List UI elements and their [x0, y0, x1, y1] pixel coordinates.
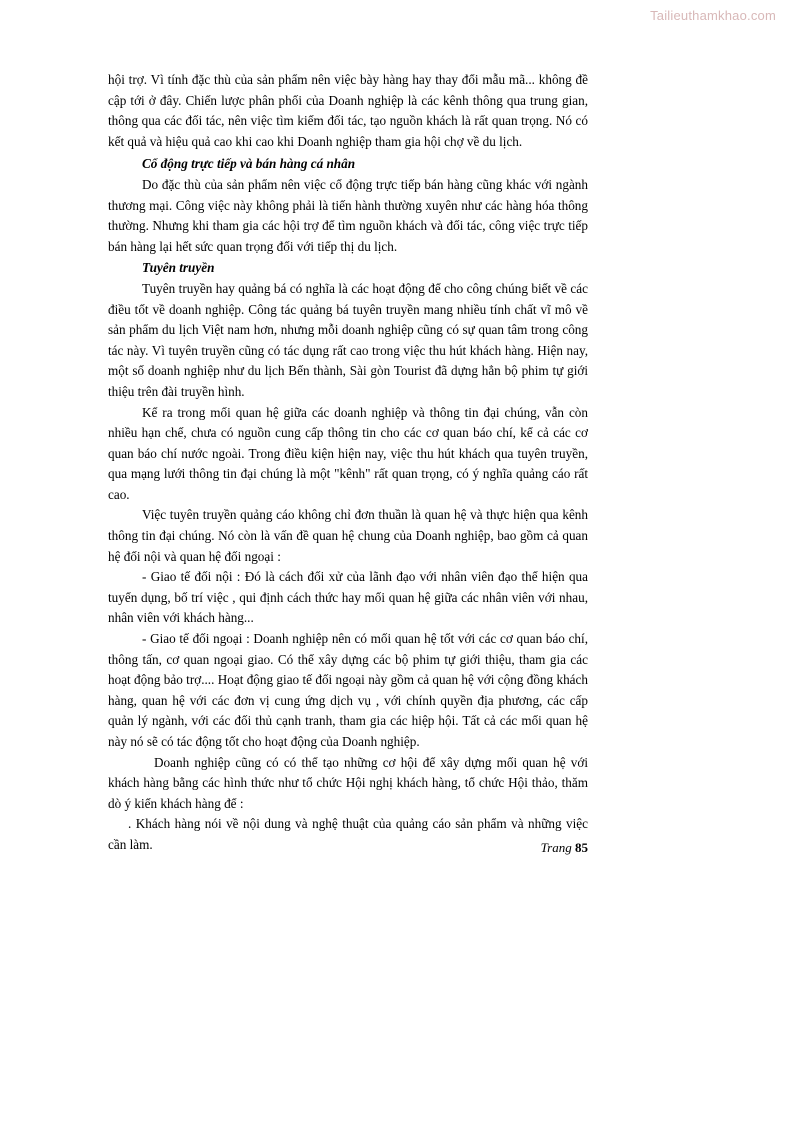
- section-heading: Cổ động trực tiếp và bán hàng cá nhân: [142, 156, 356, 172]
- paragraph: Do đặc thù của sản phẩm nên việc cổ động trực tiếp bán hàng cũng khác với ngành thương mại. Công việc này không phải là tiến hành thường xuyên như các hàng hóa thông thường. Nhưng khi tham gia các hội trợ để tìm nguồn khách và đối tác, công việc trực tiếp bán hàng lại hết sức quan trọng đối với tiếp thị du lịch.: [108, 176, 588, 254]
- list-item: . Khách hàng nói về nội dung và nghệ thuật của quảng cáo sản phẩm và những việc cần làm.: [108, 816, 588, 852]
- document-body: [108, 70, 588, 856]
- list-item: - Giao tế đối nội : Đó là cách đối xử của lãnh đạo với nhân viên đạo thể hiện qua tuyển dụng, bố trí việc , qui định cách thức hay mối quan hệ giữa các nhân viên với nhau, nhân viên với khách hàng...: [108, 569, 588, 626]
- paragraph: hội trợ. Vì tính đặc thù của sản phẩm nên việc bày hàng hay thay đổi mẫu mã... không đề cập tới ở đây. Chiến lược phân phối của Doanh nghiệp là các kênh thông qua trung gian, thông qua các đối tác, nên việc tìm kiếm đối tác, tạo nguồn khách là rất quan trọng. Nó có kết quả và hiệu quả cao khi cao khi Doanh nghiệp tham gia hội chợ về du lịch.: [108, 72, 588, 149]
- paragraph: Kể ra trong mối quan hệ giữa các doanh nghiệp và thông tin đại chúng, vẫn còn nhiều hạn chế, chưa có nguồn cung cấp thông tin cho các cơ quan báo chí, kể cả các cơ quan báo chí nước ngoài. Trong điều kiện hiện nay, việc thu hút khách qua tuyên truyền, qua mạng lưới thông tin đại chúng là một "kênh" rất quan trọng, có ý nghĩa quảng cáo rất cao.: [108, 404, 588, 502]
- section-heading: Tuyên truyền: [142, 260, 215, 276]
- footer-label: Trang: [540, 840, 572, 855]
- paragraph: Doanh nghiệp cũng có có thể tạo những cơ hội để xây dựng mối quan hệ với khách hàng bằng các hình thức như tổ chức Hội nghị khách hàng, tổ chức Hội thảo, thăm dò ý kiến khách hàng để :: [108, 754, 588, 811]
- page-number: 85: [575, 840, 588, 855]
- paragraph: Việc tuyên truyền quảng cáo không chỉ đơn thuần là quan hệ và thực hiện qua kênh thông tin đại chúng. Nó còn là vấn đề quan hệ chung của Doanh nghiệp, bao gồm cả quan hệ đối nội và quan hệ đối ngoại :: [108, 507, 588, 564]
- list-item: - Giao tế đối ngoại : Doanh nghiệp nên có mối quan hệ tốt với các cơ quan báo chí, thông tấn, cơ quan ngoại giao. Có thể xây dựng các bộ phim tự giới thiệu, tham gia các hoạt động bảo trợ.... Hoạt động giao tế đối ngoại này gồm cả quan hệ với cộng đồng khách hàng, quan hệ với các đơn vị cung ứng dịch vụ , với chính quyền địa phương, các cấp quản lý ngành, với các đối thủ cạnh tranh, tham gia các hiệp hội. Tất cả các mối quan hệ này nó sẽ có tác động tốt cho hoạt động của Doanh nghiệp.: [108, 631, 588, 749]
- watermark: Tailieuthamkhao.com: [650, 8, 776, 23]
- page-footer: [108, 840, 588, 856]
- paragraph: Tuyên truyền hay quảng bá có nghĩa là các hoạt động để cho công chúng biết về các điều tốt về doanh nghiệp. Công tác quảng bá tuyên truyền mang nhiều tính chất vĩ mô về sản phẩm du lịch Việt nam hơn, nhưng mỗi doanh nghiệp cũng có sự quan tâm trong công tác này. Vì tuyên truyền cũng có tác dụng rất cao trong việc thu hút khách hàng. Hiện nay, một số doanh nghiệp như du lịch Bến thành, Sài gòn Tourist đã dựng hẳn bộ phim tự giới thiệu trên đài truyền hình.: [108, 280, 588, 399]
